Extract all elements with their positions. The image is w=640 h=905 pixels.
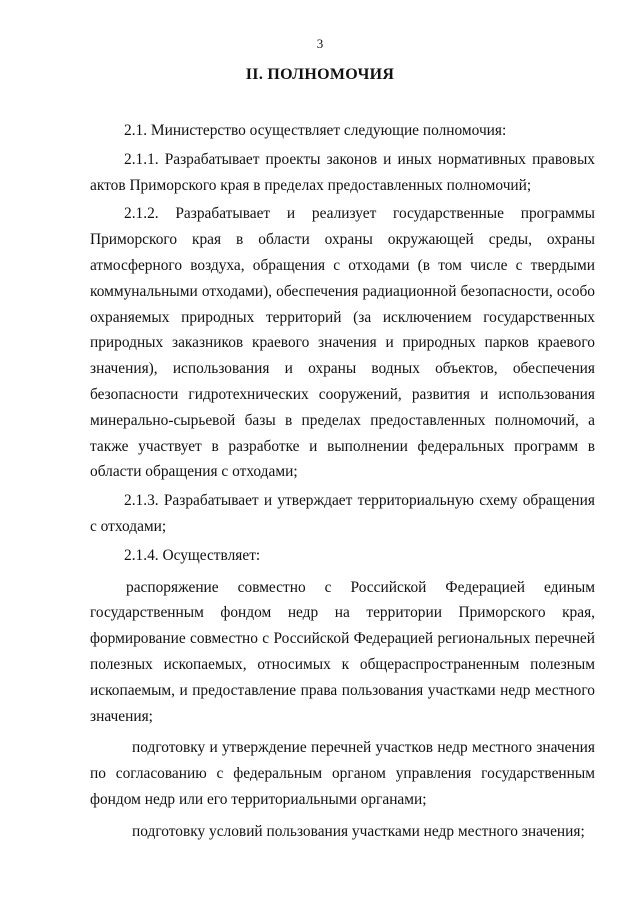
paragraph-2-1-3: 2.1.3. Разрабатывает и утверждает территориальную схему обращения с отходами; bbox=[90, 492, 595, 535]
paragraph-2-1-1: 2.1.1. Разрабатывает проекты законов и иных нормативных правовых актов Приморского края в пределах предоставленных полномочий; bbox=[90, 150, 595, 194]
page-number: 3 bbox=[316, 36, 324, 51]
section-heading: II. ПОЛНОМОЧИЯ bbox=[245, 66, 395, 83]
paragraph-item-conditions: подготовку условий пользования участками недр местного значения; bbox=[132, 822, 585, 840]
paragraph-item-lists: подготовку и утверждение перечней участков недр местного значения по согласованию с федеральным органом управления государственным фондом недр или его территориальными органами; bbox=[90, 739, 595, 808]
document-body bbox=[90, 118, 595, 845]
paragraph-2-1-4: 2.1.4. Осуществляет: bbox=[124, 546, 261, 564]
paragraph-2-1: 2.1. Министерство осуществляет следующие полномочия: bbox=[124, 122, 507, 139]
paragraph-2-1-2: 2.1.2. Разрабатывает и реализует государственные программы Приморского края в области охраны окружающей среды, охраны атмосферного воздуха, обращения с отходами (в том числе с твердыми коммунальными отходами), обеспечения радиационной безопасности, особо охраняемых природных территорий (за исключением государственных природных заказников краевого значения и природных парков краевого значения), использования и охраны водных объектов, обеспечения безопасности гидротехнических сооружений, развития и использования минерально-сырьевой базы в пределах предоставленных полномочий, а также участвует в разработке и выполнении федеральных программ в области обращения с отходами; bbox=[90, 205, 595, 481]
paragraph-item-disposal: распоряжение совместно с Российской Федерацией единым государственным фондом недр на территории Приморского края, формирование совместно с Российской Федерацией региональных перечней полезных ископаемых, относимых к общераспространенным полезным ископаемым, и предоставление права пользования участками недр местного значения; bbox=[90, 578, 595, 725]
